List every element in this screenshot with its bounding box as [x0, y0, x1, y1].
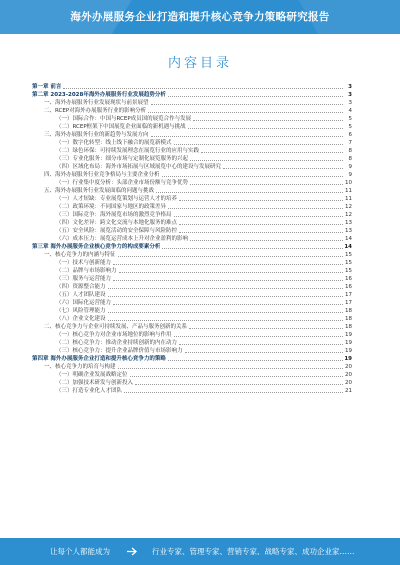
toc-page-number: 15 [345, 260, 352, 266]
toc-page-number: 8 [348, 156, 352, 162]
toc-entry[interactable] [32, 187, 352, 195]
toc-entry[interactable] [32, 179, 352, 187]
toc-page-number: 21 [345, 388, 352, 394]
dot-leader [130, 376, 343, 377]
dot-leader [151, 104, 343, 105]
toc-page-number: 5 [348, 124, 352, 130]
dot-leader [189, 328, 343, 329]
toc-entry[interactable] [32, 171, 352, 179]
toc-entry-title: （三）专业化服务：细分市场与定制化展览服务的兴起 [56, 156, 189, 162]
toc-page-number: 14 [344, 244, 352, 250]
toc-entry[interactable] [32, 227, 352, 235]
dot-leader [168, 360, 343, 361]
toc-page-number: 17 [345, 300, 352, 306]
toc-page-number: 12 [345, 212, 352, 218]
toc-entry[interactable] [32, 315, 352, 323]
toc-page-number: 5 [348, 116, 352, 122]
toc-page-number: 20 [345, 380, 352, 386]
toc-entry[interactable] [32, 331, 352, 339]
toc-entry-title: 四、海外办展服务行业竞争格局与主要企业分析 [44, 172, 160, 178]
toc-entry-title: （一）行业集中度分析：头部企业市场份额与竞争优势 [56, 180, 189, 186]
footer-slogan: 让每个人都能成为 [50, 547, 110, 556]
toc-entry-title: 第一章 前言 [32, 84, 62, 90]
toc-entry-title: （四）文化差异：跨文化交流与本地化服务的难点 [56, 220, 178, 226]
dot-leader [162, 176, 343, 177]
toc-page-number: 9 [348, 164, 352, 170]
toc-page-number: 19 [345, 332, 352, 338]
toc-entry[interactable] [32, 363, 352, 371]
toc-entry-title: （七）风险管理能力 [56, 308, 106, 314]
toc-page-number: 4 [348, 108, 352, 114]
toc-page-number: 15 [345, 268, 352, 274]
toc-page-number: 20 [345, 372, 352, 378]
dot-leader [113, 304, 343, 305]
toc-entry[interactable] [32, 235, 352, 243]
toc-entry-title: （三）打造专业化人才团队 [56, 388, 123, 394]
toc-entry[interactable] [32, 147, 352, 155]
toc-page-number: 20 [345, 364, 352, 370]
toc-entry[interactable] [32, 299, 352, 307]
toc-entry-title: 第三章 海外办展服务企业核心竞争力的构成要素分析 [32, 244, 161, 250]
dot-leader [108, 320, 343, 321]
toc-page-number: 15 [345, 252, 352, 258]
table-of-contents [32, 83, 352, 395]
toc-entry-title: （三）服务与运营能力 [56, 276, 112, 282]
dot-leader [63, 88, 343, 89]
dot-leader [108, 312, 343, 313]
toc-page-number: 18 [345, 308, 352, 314]
toc-entry-title: （二）品牌与市场影响力 [56, 268, 117, 274]
toc-entry[interactable] [32, 291, 352, 299]
report-title: 海外办展服务企业打造和提升核心竞争力策略研究报告 [70, 11, 330, 23]
toc-page-number: 10 [345, 180, 352, 186]
toc-entry-title: （一）核心竞争力对企业市场地位的影响与作用 [56, 332, 172, 338]
toc-entry-title: 第二章 2023-2028年海外办展服务行业发展趋势分析 [32, 92, 166, 98]
toc-page-number: 11 [345, 196, 352, 202]
toc-entry[interactable] [32, 131, 352, 139]
toc-page-number: 16 [345, 276, 352, 282]
toc-entry[interactable] [32, 123, 352, 131]
toc-page-number: 18 [345, 316, 352, 322]
toc-page-number: 13 [345, 220, 352, 226]
report-header [0, 0, 400, 34]
toc-page-number: 8 [348, 148, 352, 154]
toc-page-number: 19 [345, 340, 352, 346]
dot-leader [223, 168, 343, 169]
dot-leader [179, 232, 343, 233]
dot-leader [174, 216, 343, 217]
toc-page-number: 3 [348, 84, 352, 90]
toc-entry[interactable] [32, 155, 352, 163]
toc-entry-title: （四）资源整合能力 [56, 284, 106, 290]
dot-leader [151, 136, 343, 137]
toc-page-number: 12 [345, 204, 352, 210]
dot-leader [190, 184, 343, 185]
dot-leader [119, 272, 343, 273]
dot-leader [162, 248, 343, 249]
toc-page-number: 19 [345, 348, 352, 354]
toc-entry-title: （八）企业文化建设 [56, 316, 106, 322]
toc-entry[interactable] [32, 163, 352, 171]
dot-leader [108, 296, 343, 297]
toc-entry[interactable] [32, 203, 352, 211]
toc-page-number: 18 [345, 324, 352, 330]
toc-entry-title: （二）RCEP框架下中国展览企业面临的新机遇与挑战 [56, 124, 186, 130]
toc-entry[interactable] [32, 307, 352, 315]
arrow-icon [126, 546, 138, 557]
dot-leader [113, 280, 343, 281]
toc-entry-title: 三、海外办展服务行业的新趋势与发展方向 [44, 132, 149, 138]
toc-entry-title: （一）明确企业发展战略定位 [56, 372, 128, 378]
toc-entry[interactable] [32, 83, 352, 91]
toc-entry-title: （六）成本压力：展览运营成本上升对企业盈利的影响 [56, 236, 189, 242]
dot-leader [108, 288, 343, 289]
toc-entry[interactable] [32, 99, 352, 107]
toc-page-number: 3 [348, 92, 352, 98]
toc-entry[interactable] [32, 115, 352, 123]
toc-entry-title: （六）国际化运营能力 [56, 300, 112, 306]
toc-entry-title: （一）国际合作：中国与RCEP成员国的展览合作与发展 [56, 116, 192, 122]
toc-entry[interactable] [32, 323, 352, 331]
toc-entry[interactable] [32, 275, 352, 283]
toc-entry-title: （三）国际竞争：海外展览市场的激烈竞争格局 [56, 212, 172, 218]
footer-roles: 行业专家、管理专家、营销专家、战略专家、成功企业家…… [152, 547, 355, 556]
toc-entry[interactable] [32, 355, 352, 363]
dot-leader [124, 392, 343, 393]
toc-entry-title: （五）安全风险：展览活动的安全保障与风险防控 [56, 228, 178, 234]
toc-entry[interactable] [32, 283, 352, 291]
toc-entry[interactable] [32, 347, 352, 355]
toc-entry-title: （五）人才团队建设 [56, 292, 106, 298]
dot-leader [135, 384, 343, 385]
toc-entry-title: （二）绿色环保：可持续发展理念在展览行业的应用与实践 [56, 148, 200, 154]
dot-leader [201, 152, 343, 153]
dot-leader [156, 192, 343, 193]
toc-page-number: 3 [348, 100, 352, 106]
dot-leader [185, 352, 343, 353]
toc-entry[interactable] [32, 243, 352, 251]
toc-entry-title: 一、核心竞争力的培育与构建 [44, 364, 116, 370]
dot-leader [168, 208, 343, 209]
toc-entry[interactable] [32, 371, 352, 379]
dot-leader [179, 200, 343, 201]
dot-leader [193, 120, 343, 121]
page-footer [0, 538, 400, 565]
toc-page-number: 9 [348, 172, 352, 178]
dot-leader [118, 368, 343, 369]
toc-entry-title: （二）加强技术研发与创新投入 [56, 380, 134, 386]
toc-entry-title: 二、RCEP对海外办展服务行业的影响分析 [44, 108, 147, 114]
toc-page-number: 14 [345, 236, 352, 242]
dot-leader [190, 160, 343, 161]
dot-leader [174, 336, 343, 337]
toc-entry[interactable] [32, 219, 352, 227]
toc-entry-title: （一）人才短缺：专业展览策划与运营人才的培养 [56, 196, 178, 202]
toc-page-number: 13 [345, 228, 352, 234]
toc-page-number: 19 [344, 356, 352, 362]
toc-entry-title: （四）区域化布局：海外市场拓展与区域展览中心的建设与发展研究 [56, 164, 222, 170]
toc-entry-title: 一、海外办展服务行业发展现状与前景展望 [44, 100, 149, 106]
dot-leader [179, 344, 343, 345]
toc-entry[interactable] [32, 139, 352, 147]
toc-entry-title: 二、核心竞争力与企业可持续发展、产品与服务创新的关系 [44, 324, 188, 330]
toc-entry-title: 五、海外办展服务行业发展面临的问题与挑战 [44, 188, 155, 194]
toc-entry[interactable] [32, 267, 352, 275]
toc-entry[interactable] [32, 387, 352, 395]
toc-entry-title: 第四章 海外办展服务企业打造和提升核心竞争力的策略 [32, 356, 166, 362]
dot-leader [179, 224, 343, 225]
dot-leader [190, 240, 343, 241]
toc-page-number: 11 [345, 188, 352, 194]
toc-entry-title: （二）政策环境：不同国家与地区的政策差异 [56, 204, 167, 210]
dot-leader [113, 264, 343, 265]
toc-heading: 内容目录 [167, 56, 232, 71]
toc-entry-title: （三）核心竞争力：提升企业品牌价值与市场影响力 [56, 348, 183, 354]
dot-leader [168, 96, 343, 97]
toc-page-number: 7 [348, 140, 352, 146]
dot-leader [148, 112, 343, 113]
toc-entry-title: （一）数字化转型：线上线下融合的展览新模式 [56, 140, 172, 146]
toc-entry[interactable] [32, 211, 352, 219]
toc-entry[interactable] [32, 259, 352, 267]
toc-entry[interactable] [32, 379, 352, 387]
toc-page-number: 6 [348, 132, 352, 138]
dot-leader [118, 256, 343, 257]
toc-entry[interactable] [32, 339, 352, 347]
toc-entry[interactable] [32, 251, 352, 259]
toc-page-number: 17 [345, 292, 352, 298]
dot-leader [188, 128, 343, 129]
toc-entry-title: （二）核心竞争力：推动企业持续创新的内在动力 [56, 340, 178, 346]
toc-entry[interactable] [32, 107, 352, 115]
toc-entry[interactable] [32, 91, 352, 99]
toc-page-number: 16 [345, 284, 352, 290]
toc-entry-title: （一）技术与创新能力 [56, 260, 112, 266]
toc-entry[interactable] [32, 195, 352, 203]
toc-entry-title: 一、核心竞争力的内涵与特征 [44, 252, 116, 258]
dot-leader [174, 144, 343, 145]
